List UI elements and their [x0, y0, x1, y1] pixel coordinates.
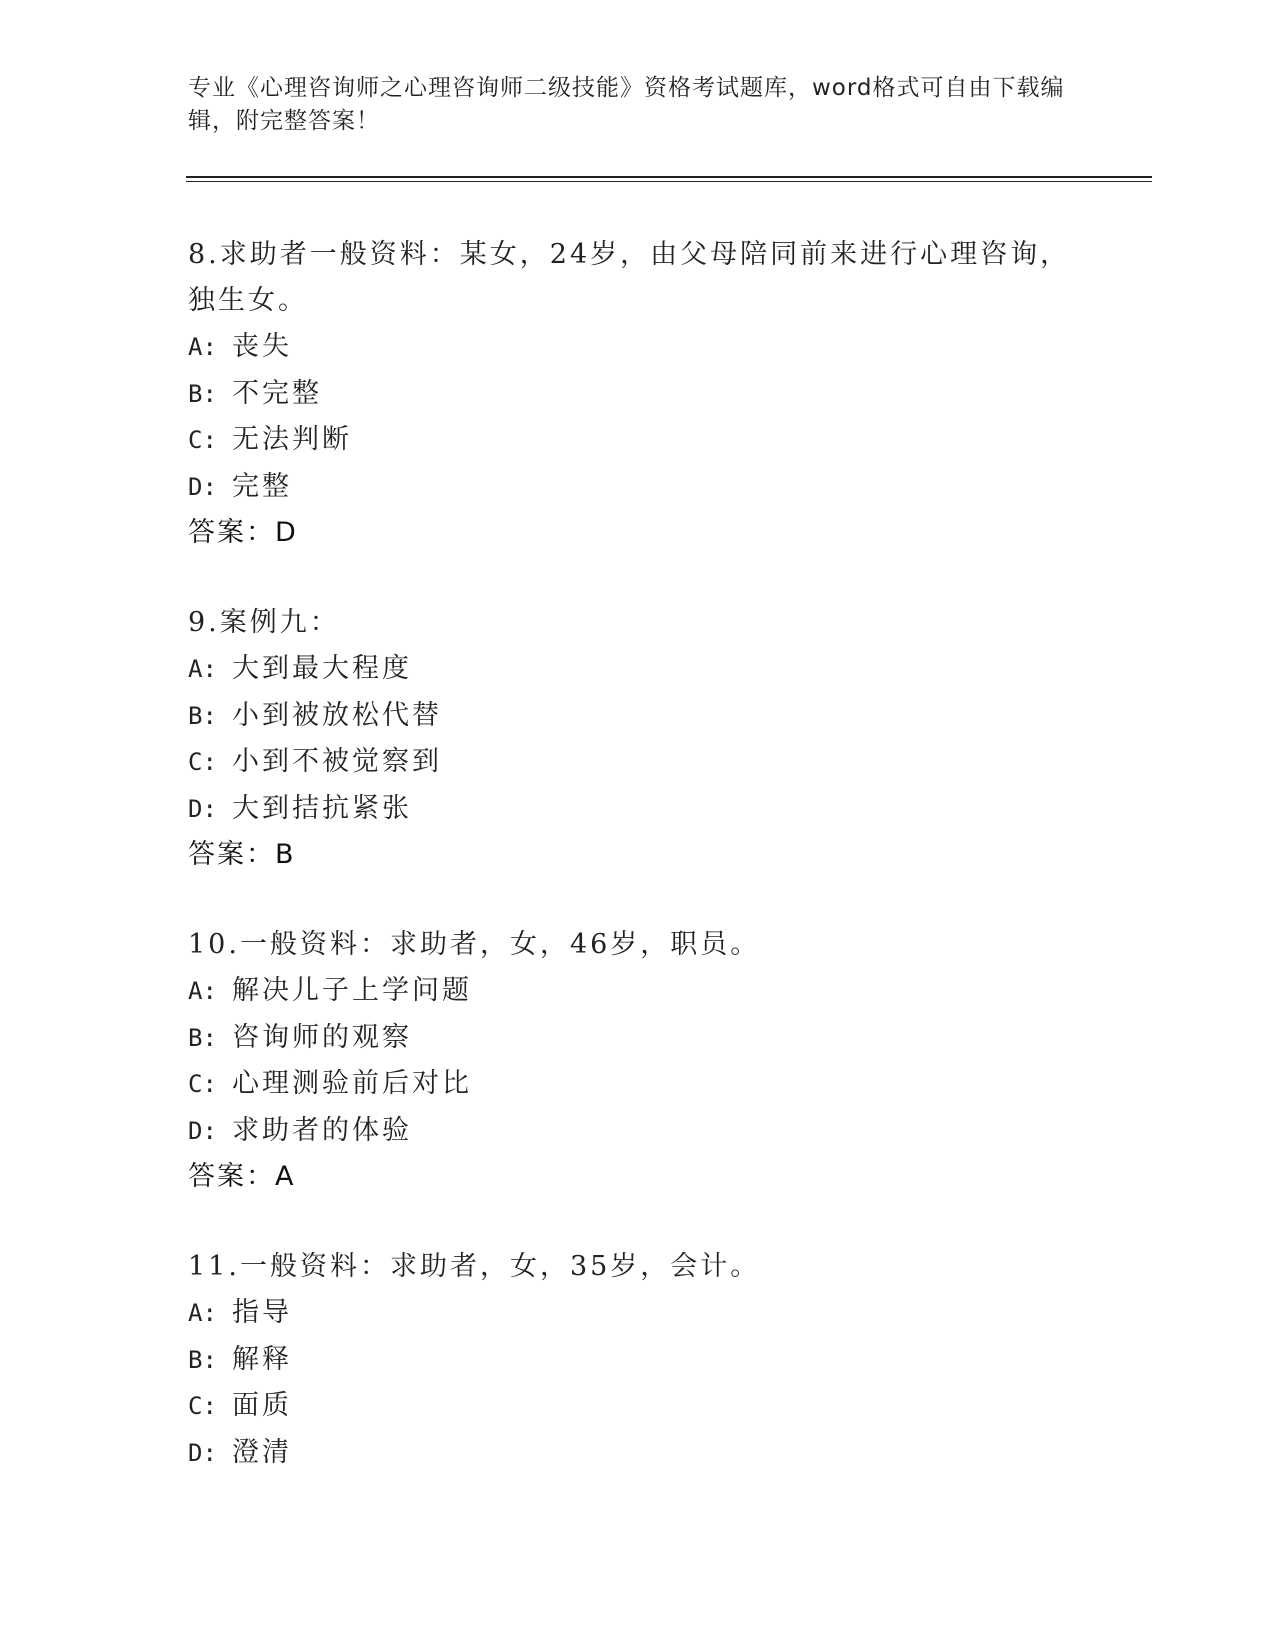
option-text: 咨询师的观察	[232, 1021, 412, 1053]
option-text: 面质	[232, 1390, 292, 1421]
option-letter: A:	[188, 1299, 217, 1327]
header-divider	[186, 176, 1152, 182]
option-d	[188, 786, 1088, 833]
answer-line: 答案：A	[188, 1161, 296, 1192]
option-letter: D:	[188, 1116, 217, 1145]
option-letter: C:	[188, 1392, 217, 1420]
option-letter: D:	[188, 472, 217, 501]
option-letter: B:	[188, 1023, 217, 1052]
option-b	[188, 1337, 1088, 1384]
option-c	[188, 417, 1088, 464]
option-b	[188, 371, 1088, 418]
question-11	[188, 1244, 1088, 1476]
question-stem: 10.一般资料：求助者，女，46岁，职员。	[188, 929, 761, 960]
option-text: 无法判断	[232, 424, 352, 455]
option-text: 心理测验前后对比	[232, 1068, 472, 1099]
option-text: 澄清	[232, 1436, 292, 1468]
option-text: 小到不被觉察到	[232, 746, 442, 777]
option-d	[188, 1108, 1088, 1155]
option-c	[188, 1383, 1088, 1430]
option-text: 解释	[232, 1343, 292, 1375]
option-letter: B:	[188, 379, 217, 408]
option-letter: B:	[188, 1345, 217, 1374]
option-text: 大到拮抗紧张	[232, 792, 412, 824]
option-letter: C:	[188, 1070, 217, 1098]
option-letter: A:	[188, 977, 217, 1005]
option-b	[188, 693, 1088, 740]
question-9	[188, 600, 1088, 878]
option-d	[188, 464, 1088, 511]
question-stem: 11.一般资料：求助者，女，35岁，会计。	[188, 1251, 761, 1282]
option-c	[188, 739, 1088, 786]
option-letter: B:	[188, 701, 217, 730]
question-stem: 8.求助者一般资料：某女，24岁，由父母陪同前来进行心理咨询，独生女。	[188, 239, 1071, 316]
option-letter: A:	[188, 655, 217, 683]
option-text: 解决儿子上学问题	[232, 975, 472, 1006]
option-text: 丧失	[232, 331, 292, 362]
document-header	[188, 72, 1088, 138]
option-letter: D:	[188, 1438, 217, 1467]
answer-line: 答案：B	[188, 839, 296, 870]
option-b	[188, 1015, 1088, 1062]
question-8	[188, 232, 1088, 556]
option-a	[188, 1290, 1088, 1337]
option-c	[188, 1061, 1088, 1108]
question-list	[188, 232, 1088, 1520]
option-letter: C:	[188, 426, 217, 454]
option-text: 求助者的体验	[232, 1114, 412, 1146]
option-letter: C:	[188, 748, 217, 776]
option-letter: A:	[188, 333, 217, 361]
option-text: 指导	[232, 1297, 292, 1328]
option-a	[188, 646, 1088, 693]
question-10	[188, 922, 1088, 1200]
option-text: 小到被放松代替	[232, 699, 442, 731]
header-intro-text: 专业《心理咨询师之心理咨询师二级技能》资格考试题库，word格式可自由下载编辑，附完整答案！	[188, 75, 1065, 134]
option-text: 完整	[232, 470, 292, 502]
option-text: 大到最大程度	[232, 653, 412, 684]
option-a	[188, 968, 1088, 1015]
option-letter: D:	[188, 794, 217, 823]
option-a	[188, 324, 1088, 371]
option-text: 不完整	[232, 377, 322, 409]
option-d	[188, 1430, 1088, 1477]
answer-line: 答案：D	[188, 517, 298, 548]
question-stem: 9.案例九：	[188, 607, 340, 638]
